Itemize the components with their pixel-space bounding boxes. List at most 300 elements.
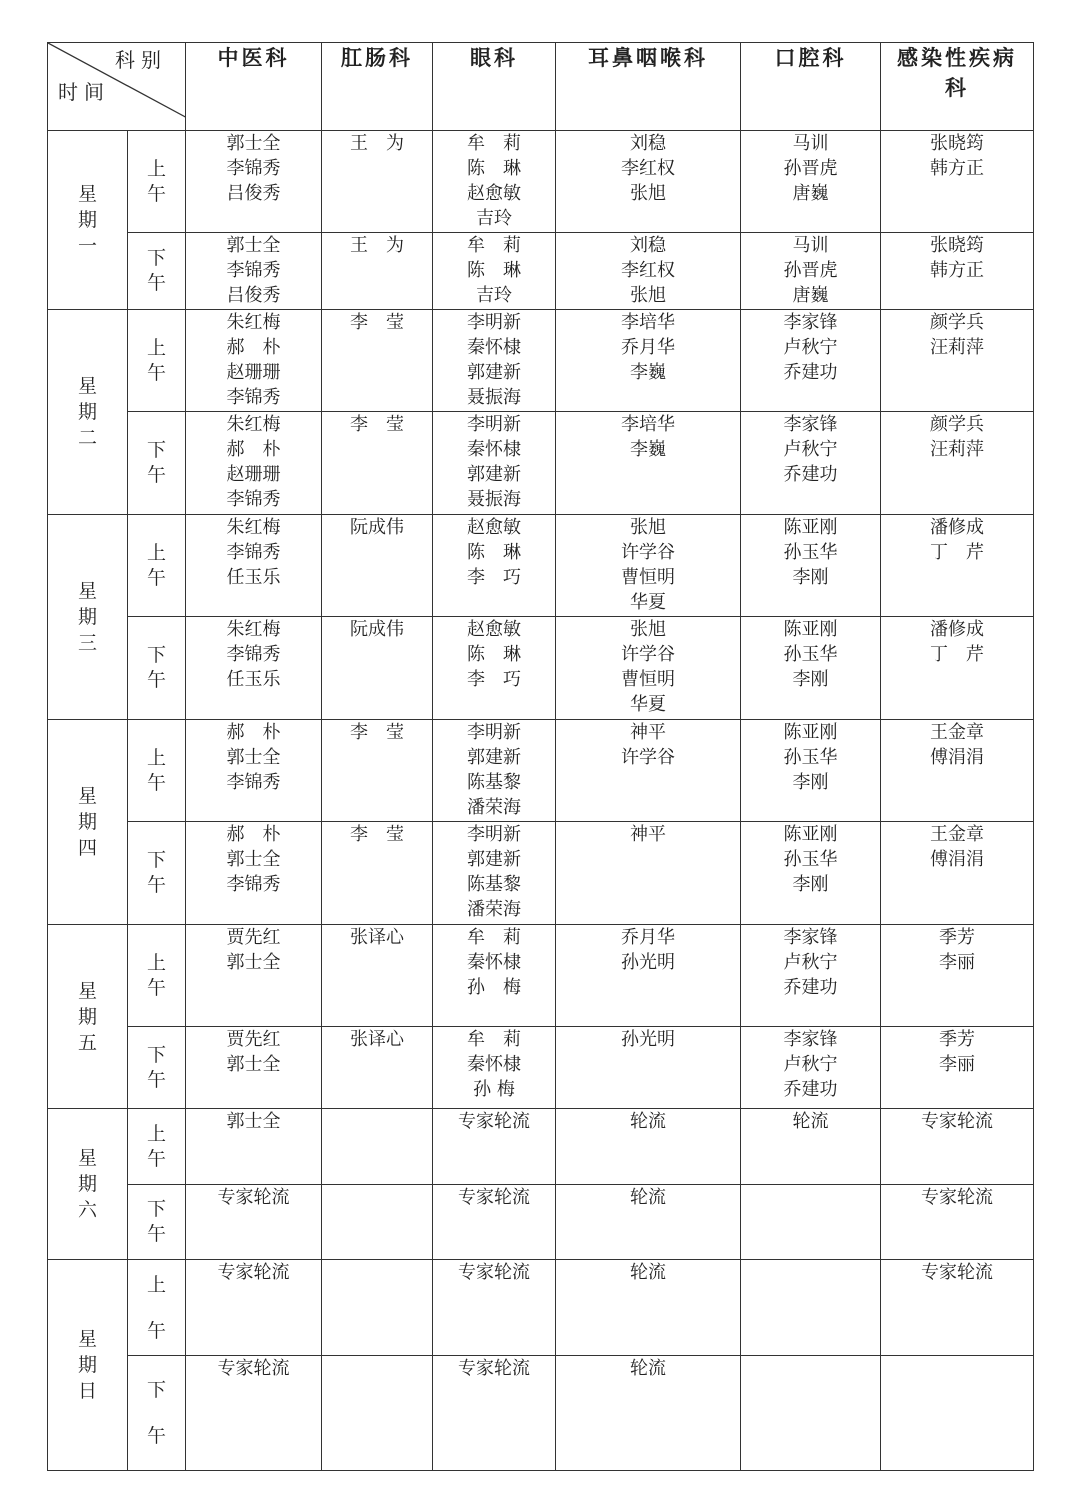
doctor-name: 吉玲 <box>476 208 512 229</box>
doctor-name: 季芳 <box>939 927 975 948</box>
header-row <box>48 43 1034 131</box>
doctor-cell <box>186 515 322 617</box>
doctor-name: 郭建新 <box>467 849 521 870</box>
doctor-cell <box>881 1356 1034 1471</box>
doctor-name: 陈 琳 <box>467 644 521 665</box>
doctor-name: 神平 <box>630 824 666 845</box>
doctor-name: 王金章 <box>930 824 984 845</box>
doctor-name: 汪莉萍 <box>930 439 984 460</box>
doctor-name: 任玉乐 <box>226 567 281 588</box>
day-label: 星期四 <box>77 785 97 859</box>
doctor-cell <box>556 1109 741 1185</box>
doctor-name: 张译心 <box>350 927 404 948</box>
doctor-name: 张译心 <box>350 1029 404 1050</box>
doctor-cell <box>741 515 881 617</box>
day-label-cell <box>48 310 128 515</box>
doctor-cell <box>433 310 556 412</box>
doctor-cell <box>433 1356 556 1471</box>
doctor-cell <box>186 310 322 412</box>
doctor-name: 潘荣海 <box>467 899 521 920</box>
doctor-name: 郭士全 <box>226 952 281 973</box>
period-label: 上午 <box>146 541 166 589</box>
doctor-cell <box>433 515 556 617</box>
doctor-name: 乔建功 <box>783 362 838 383</box>
doctor-cell <box>186 1260 322 1356</box>
day-label: 星期日 <box>77 1328 97 1402</box>
period-label: 上午 <box>146 1273 166 1342</box>
doctor-cell <box>556 131 741 233</box>
doctor-name: 李刚 <box>792 567 829 588</box>
doctor-cell <box>322 1185 433 1260</box>
doctor-name: 卢秋宁 <box>783 1054 838 1075</box>
doctor-name: 郭建新 <box>467 464 521 485</box>
doctor-name: 李丽 <box>939 1054 975 1075</box>
doctor-name: 丁 芹 <box>930 542 984 563</box>
doctor-cell <box>556 617 741 720</box>
doctor-name: 唐巍 <box>792 183 829 204</box>
doctor-cell <box>186 412 322 515</box>
doctor-cell <box>322 1356 433 1471</box>
corner-header-cell <box>48 43 186 131</box>
doctor-name: 李巍 <box>630 362 666 383</box>
doctor-name: 曹恒明 <box>621 669 675 690</box>
corner-label-department: 科别 <box>115 48 167 72</box>
doctor-name: 专家轮流 <box>217 1187 290 1208</box>
doctor-cell <box>186 1185 322 1260</box>
schedule-row <box>48 617 1034 720</box>
doctor-name: 李红权 <box>621 158 675 179</box>
doctor-name: 张晓筠 <box>930 133 984 154</box>
doctor-cell <box>741 1260 881 1356</box>
doctor-name: 孙玉华 <box>783 644 838 665</box>
doctor-name: 吕俊秀 <box>226 285 281 306</box>
dept-header-infectious-label: 感染性疾病科 <box>897 46 1017 100</box>
period-label: 下午 <box>146 247 166 294</box>
day-label: 星期二 <box>77 375 97 449</box>
doctor-name: 郭士全 <box>226 1054 281 1075</box>
schedule-row <box>48 720 1034 822</box>
doctor-cell <box>741 1185 881 1260</box>
doctor-name: 孙玉华 <box>783 849 838 870</box>
doctor-name: 季芳 <box>939 1029 975 1050</box>
doctor-cell <box>556 822 741 925</box>
doctor-name: 李 巧 <box>467 669 521 690</box>
dept-header-tcm: 中医科 <box>186 43 322 131</box>
doctor-name: 专家轮流 <box>921 1187 993 1208</box>
doctor-name: 牟 莉 <box>467 133 521 154</box>
doctor-name: 李锦秀 <box>226 158 281 179</box>
doctor-name: 李丽 <box>939 952 975 973</box>
schedule-row <box>48 1109 1034 1185</box>
doctor-name: 任玉乐 <box>226 669 281 690</box>
doctor-name: 李明新 <box>467 414 521 435</box>
doctor-name: 孙玉华 <box>783 747 838 768</box>
doctor-name: 朱红梅 <box>226 312 281 333</box>
doctor-name: 卢秋宁 <box>783 439 838 460</box>
schedule-row <box>48 1027 1034 1109</box>
doctor-name: 秦怀棣 <box>467 952 521 973</box>
doctor-cell <box>556 925 741 1027</box>
doctor-name: 乔建功 <box>783 977 838 998</box>
doctor-name: 贾先红 <box>226 1029 281 1050</box>
schedule-row <box>48 1260 1034 1356</box>
period-label: 上午 <box>146 1122 166 1170</box>
doctor-name: 张旭 <box>630 183 666 204</box>
dept-header-stomatology: 口腔科 <box>741 43 881 131</box>
doctor-cell <box>322 822 433 925</box>
doctor-name: 卢秋宁 <box>783 952 838 973</box>
day-label: 星期五 <box>77 979 97 1054</box>
period-label-cell <box>128 1109 186 1185</box>
doctor-name: 汪莉萍 <box>930 337 984 358</box>
period-label-cell <box>128 412 186 515</box>
doctor-name: 潘修成 <box>930 619 984 640</box>
doctor-name: 孙玉华 <box>783 542 838 563</box>
doctor-name: 马训 <box>792 133 829 154</box>
doctor-name: 赵珊珊 <box>226 464 281 485</box>
doctor-name: 李 莹 <box>350 722 404 743</box>
doctor-name: 李红权 <box>621 260 675 281</box>
schedule-row <box>48 412 1034 515</box>
doctor-cell <box>322 310 433 412</box>
doctor-name: 孙 梅 <box>473 1079 515 1100</box>
schedule-row <box>48 1356 1034 1471</box>
doctor-name: 吉玲 <box>476 285 512 306</box>
doctor-name: 颜学兵 <box>930 312 984 333</box>
period-label-cell <box>128 720 186 822</box>
doctor-name: 孙晋虎 <box>783 260 838 281</box>
doctor-name: 轮流 <box>630 1262 666 1283</box>
doctor-name: 陈亚刚 <box>783 517 838 538</box>
doctor-name: 李锦秀 <box>226 772 281 793</box>
doctor-cell <box>881 515 1034 617</box>
doctor-cell <box>556 515 741 617</box>
doctor-name: 郭建新 <box>467 362 521 383</box>
doctor-name: 郝 朴 <box>226 824 281 845</box>
doctor-cell <box>556 1260 741 1356</box>
doctor-cell <box>881 617 1034 720</box>
doctor-name: 李家锋 <box>783 414 838 435</box>
doctor-name: 牟 莉 <box>467 235 521 256</box>
doctor-name: 朱红梅 <box>226 517 281 538</box>
doctor-cell <box>433 1260 556 1356</box>
doctor-cell <box>881 1185 1034 1260</box>
doctor-name: 李刚 <box>792 874 829 895</box>
doctor-cell <box>433 1109 556 1185</box>
doctor-name: 专家轮流 <box>217 1262 290 1283</box>
period-label: 上午 <box>146 336 166 384</box>
doctor-cell <box>556 1027 741 1109</box>
period-label: 下午 <box>146 1379 166 1447</box>
period-label-cell <box>128 131 186 233</box>
dept-header-infectious <box>881 43 1034 131</box>
doctor-cell <box>881 925 1034 1027</box>
doctor-name: 李明新 <box>467 722 521 743</box>
doctor-cell <box>322 1109 433 1185</box>
doctor-name: 阮成伟 <box>350 619 404 640</box>
doctor-cell <box>741 720 881 822</box>
doctor-cell <box>433 1027 556 1109</box>
doctor-name: 李 巧 <box>467 567 521 588</box>
doctor-name: 赵愈敏 <box>467 517 521 538</box>
doctor-cell <box>881 1027 1034 1109</box>
period-label-cell <box>128 1185 186 1260</box>
period-label: 上午 <box>146 951 166 999</box>
doctor-name: 卢秋宁 <box>783 337 838 358</box>
doctor-name: 郝 朴 <box>226 439 281 460</box>
doctor-name: 聂振海 <box>467 489 521 510</box>
period-label: 下午 <box>146 849 166 896</box>
doctor-name: 赵愈敏 <box>467 183 521 204</box>
doctor-name: 赵珊珊 <box>226 362 281 383</box>
doctor-cell <box>741 1356 881 1471</box>
doctor-name: 赵愈敏 <box>467 619 521 640</box>
doctor-cell <box>186 720 322 822</box>
schedule-row <box>48 310 1034 412</box>
doctor-name: 许学谷 <box>621 542 675 563</box>
day-label: 星期一 <box>77 183 97 257</box>
doctor-cell <box>556 233 741 310</box>
doctor-cell <box>881 233 1034 310</box>
doctor-cell <box>433 617 556 720</box>
doctor-name: 李家锋 <box>783 1029 838 1050</box>
period-label: 下午 <box>146 1043 166 1091</box>
doctor-name: 傅涓涓 <box>930 747 984 768</box>
doctor-name: 潘修成 <box>930 517 984 538</box>
doctor-name: 李锦秀 <box>226 387 281 408</box>
day-label-cell <box>48 720 128 925</box>
doctor-name: 李刚 <box>792 772 829 793</box>
doctor-name: 李锦秀 <box>226 874 281 895</box>
doctor-cell <box>741 131 881 233</box>
doctor-name: 李 莹 <box>350 312 404 333</box>
doctor-name: 吕俊秀 <box>226 183 281 204</box>
dept-header-anorectal: 肛肠科 <box>322 43 433 131</box>
doctor-name: 陈 琳 <box>467 542 521 563</box>
doctor-cell <box>322 1027 433 1109</box>
doctor-cell <box>741 1109 881 1185</box>
day-label-cell <box>48 131 128 310</box>
doctor-cell <box>322 233 433 310</box>
doctor-name: 曹恒明 <box>621 567 675 588</box>
doctor-name: 李锦秀 <box>226 489 281 510</box>
doctor-name: 华夏 <box>630 592 666 613</box>
doctor-cell <box>556 720 741 822</box>
doctor-name: 潘荣海 <box>467 797 521 818</box>
doctor-name: 马训 <box>792 235 829 256</box>
doctor-name: 郭建新 <box>467 747 521 768</box>
doctor-name: 颜学兵 <box>930 414 984 435</box>
doctor-name: 乔月华 <box>621 927 675 948</box>
doctor-cell <box>433 233 556 310</box>
doctor-cell <box>186 233 322 310</box>
doctor-cell <box>186 822 322 925</box>
doctor-cell <box>556 412 741 515</box>
doctor-name: 刘稳 <box>630 235 666 256</box>
doctor-name: 神平 <box>630 722 666 743</box>
doctor-name: 专家轮流 <box>458 1187 530 1208</box>
doctor-cell <box>322 720 433 822</box>
day-label-cell <box>48 515 128 720</box>
doctor-name: 傅涓涓 <box>930 849 984 870</box>
doctor-cell <box>322 131 433 233</box>
doctor-name: 李巍 <box>630 439 666 460</box>
doctor-name: 唐巍 <box>792 285 829 306</box>
doctor-name: 郭士全 <box>226 747 281 768</box>
doctor-name: 贾先红 <box>226 927 281 948</box>
doctor-name: 聂振海 <box>467 387 521 408</box>
doctor-name: 李明新 <box>467 312 521 333</box>
doctor-cell <box>881 1109 1034 1185</box>
doctor-name: 李明新 <box>467 824 521 845</box>
doctor-cell <box>741 617 881 720</box>
doctor-name: 专家轮流 <box>458 1111 530 1132</box>
doctor-name: 专家轮流 <box>458 1262 530 1283</box>
doctor-cell <box>741 925 881 1027</box>
doctor-name: 王金章 <box>930 722 984 743</box>
doctor-name: 李 莹 <box>350 414 404 435</box>
doctor-name: 秦怀棣 <box>467 439 521 460</box>
day-label: 星期六 <box>77 1147 97 1221</box>
doctor-name: 李刚 <box>792 669 829 690</box>
doctor-cell <box>741 822 881 925</box>
day-label-cell <box>48 1260 128 1471</box>
period-label-cell <box>128 1027 186 1109</box>
doctor-cell <box>741 310 881 412</box>
doctor-name: 孙 梅 <box>467 977 521 998</box>
doctor-cell <box>881 1260 1034 1356</box>
schedule-body <box>48 131 1034 1471</box>
schedule-row <box>48 925 1034 1027</box>
corner-label-time: 时间 <box>58 80 110 104</box>
doctor-name: 郭士全 <box>226 849 281 870</box>
doctor-cell <box>881 310 1034 412</box>
period-label: 上午 <box>146 157 166 205</box>
dept-header-ophthalmology: 眼科 <box>433 43 556 131</box>
doctor-name: 陈亚刚 <box>783 619 838 640</box>
doctor-name: 李家锋 <box>783 927 838 948</box>
doctor-cell <box>433 925 556 1027</box>
doctor-name: 华夏 <box>630 694 666 715</box>
doctor-name: 李锦秀 <box>226 542 281 563</box>
doctor-name: 轮流 <box>630 1358 666 1379</box>
doctor-name: 秦怀棣 <box>467 1054 521 1075</box>
doctor-cell <box>322 617 433 720</box>
doctor-cell <box>186 925 322 1027</box>
doctor-name: 孙光明 <box>621 952 675 973</box>
doctor-name: 李锦秀 <box>226 644 281 665</box>
period-label-cell <box>128 233 186 310</box>
doctor-name: 郭士全 <box>226 235 281 256</box>
doctor-name: 乔建功 <box>783 464 838 485</box>
doctor-name: 郭士全 <box>226 1111 281 1132</box>
day-label: 星期三 <box>77 580 97 654</box>
period-label-cell <box>128 822 186 925</box>
doctor-cell <box>741 1027 881 1109</box>
doctor-name: 朱红梅 <box>226 619 281 640</box>
doctor-name: 郝 朴 <box>226 337 281 358</box>
doctor-name: 张旭 <box>630 285 666 306</box>
doctor-name: 韩方正 <box>930 260 984 281</box>
doctor-name: 郝 朴 <box>226 722 281 743</box>
doctor-cell <box>322 412 433 515</box>
doctor-name: 陈基黎 <box>467 772 521 793</box>
day-label-cell <box>48 925 128 1109</box>
doctor-cell <box>186 617 322 720</box>
schedule-row <box>48 233 1034 310</box>
doctor-cell <box>433 412 556 515</box>
doctor-cell <box>881 720 1034 822</box>
doctor-cell <box>556 1356 741 1471</box>
doctor-cell <box>433 720 556 822</box>
doctor-cell <box>741 233 881 310</box>
doctor-cell <box>881 131 1034 233</box>
doctor-name: 李培华 <box>621 414 675 435</box>
schedule-row <box>48 822 1034 925</box>
doctor-name: 许学谷 <box>621 747 675 768</box>
doctor-cell <box>186 131 322 233</box>
doctor-name: 李 莹 <box>350 824 404 845</box>
doctor-name: 秦怀棣 <box>467 337 521 358</box>
doctor-cell <box>186 1109 322 1185</box>
period-label: 下午 <box>146 644 166 691</box>
doctor-name: 许学谷 <box>621 644 675 665</box>
doctor-name: 专家轮流 <box>458 1358 530 1379</box>
doctor-cell <box>881 412 1034 515</box>
doctor-name: 阮成伟 <box>350 517 404 538</box>
doctor-name: 陈 琳 <box>467 260 521 281</box>
doctor-name: 牟 莉 <box>467 927 521 948</box>
doctor-name: 乔月华 <box>621 337 675 358</box>
schedule-row <box>48 1185 1034 1260</box>
dept-header-ent: 耳鼻咽喉科 <box>556 43 741 131</box>
doctor-name: 专家轮流 <box>921 1111 993 1132</box>
period-label-cell <box>128 925 186 1027</box>
doctor-name: 轮流 <box>630 1187 666 1208</box>
doctor-name: 陈亚刚 <box>783 722 838 743</box>
doctor-name: 乔建功 <box>783 1079 838 1100</box>
period-label: 下午 <box>146 1198 166 1245</box>
doctor-name: 轮流 <box>630 1111 666 1132</box>
doctor-name: 陈亚刚 <box>783 824 838 845</box>
schedule-row <box>48 131 1034 233</box>
period-label-cell <box>128 617 186 720</box>
doctor-name: 郭士全 <box>226 133 281 154</box>
doctor-name: 王 为 <box>350 133 404 154</box>
doctor-cell <box>186 1027 322 1109</box>
doctor-name: 韩方正 <box>930 158 984 179</box>
doctor-cell <box>741 412 881 515</box>
doctor-name: 刘稳 <box>630 133 666 154</box>
doctor-name: 专家轮流 <box>921 1262 993 1283</box>
doctor-name: 张晓筠 <box>930 235 984 256</box>
doctor-name: 轮流 <box>792 1111 829 1132</box>
period-label: 上午 <box>146 746 166 794</box>
doctor-name: 专家轮流 <box>217 1358 290 1379</box>
day-label-cell <box>48 1109 128 1260</box>
doctor-cell <box>322 925 433 1027</box>
doctor-name: 陈基黎 <box>467 874 521 895</box>
schedule-row <box>48 515 1034 617</box>
doctor-cell <box>556 310 741 412</box>
period-label-cell <box>128 1260 186 1356</box>
doctor-name: 陈 琳 <box>467 158 521 179</box>
schedule-table <box>47 42 1034 1471</box>
doctor-cell <box>322 1260 433 1356</box>
doctor-name: 张旭 <box>630 619 666 640</box>
doctor-name: 孙晋虎 <box>783 158 838 179</box>
period-label-cell <box>128 310 186 412</box>
